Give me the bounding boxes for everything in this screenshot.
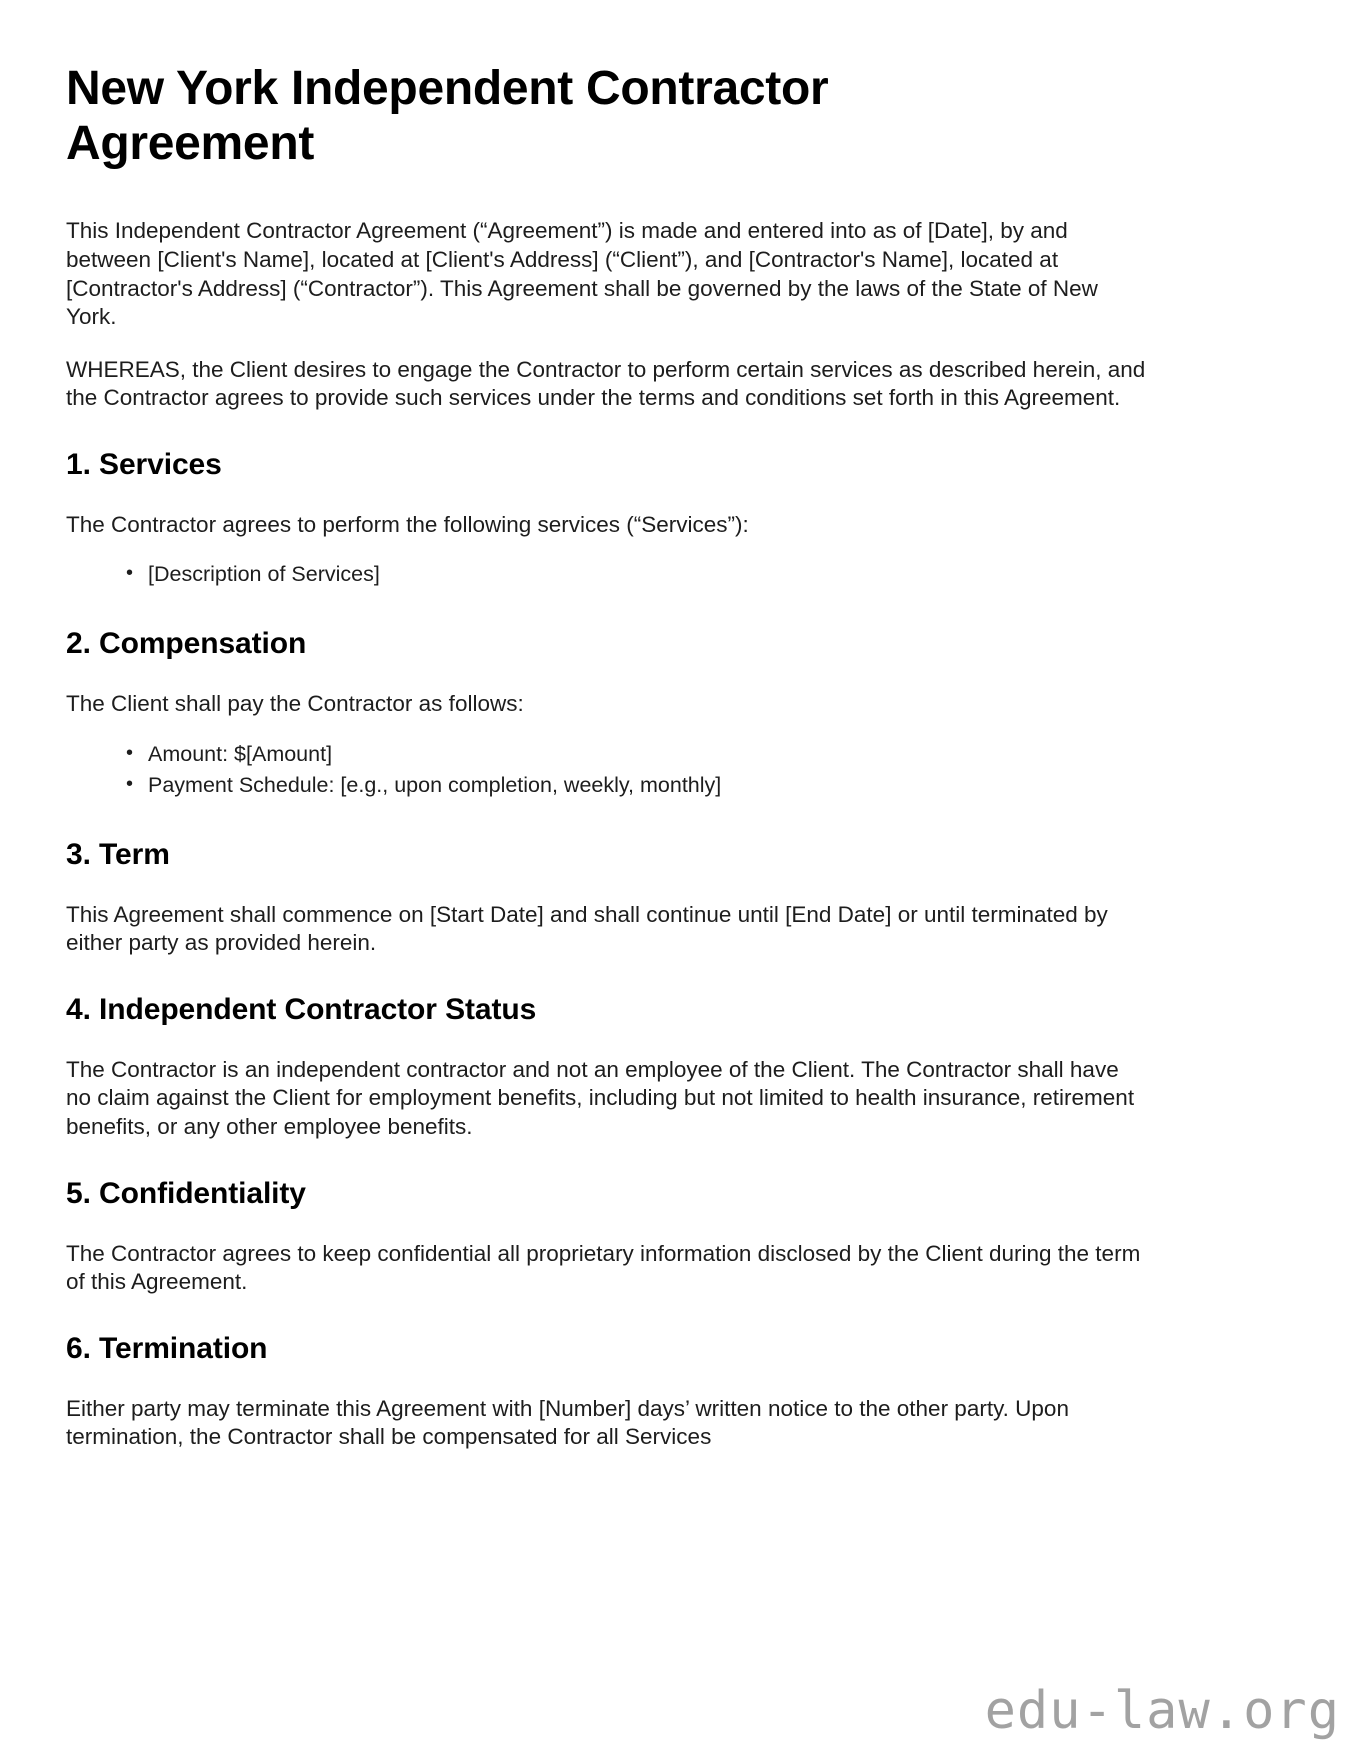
spacer bbox=[66, 539, 1146, 561]
section-heading-term: 3. Term bbox=[66, 837, 170, 871]
spacer bbox=[66, 1142, 1146, 1176]
section-bullets-services bbox=[66, 561, 1146, 589]
section-heading-services: 1. Services bbox=[66, 447, 222, 481]
spacer bbox=[66, 1297, 1146, 1331]
spacer bbox=[66, 171, 1146, 217]
watermark: edu-law.org bbox=[984, 1681, 1340, 1741]
section-paragraph-compensation: The Client shall pay the Contractor as follows: bbox=[66, 691, 524, 717]
list-item: • [Description of Services] bbox=[126, 561, 1146, 589]
section-paragraph-contractor-status: The Contractor is an independent contractor and not an employee of the Client. The Contractor shall have no claim against the Client for employment benefits, including but not limited to health insurance, retirement benefits, or any other employee benefits. bbox=[66, 1056, 1135, 1139]
intro-paragraph-2: WHEREAS, the Client desires to engage the Contractor to perform certain services as described herein, and the Contractor agrees to provide such services under the terms and conditions set forth in this Agreement. bbox=[66, 356, 1146, 411]
spacer bbox=[66, 719, 1146, 741]
section-paragraph-termination: Either party may terminate this Agreement with [Number] days’ written notice to the other party. Upon termination, the Contractor shall be compensated for all Services bbox=[66, 1395, 1069, 1450]
intro-paragraph-1: This Independent Contractor Agreement (“Agreement”) is made and entered into as of [Date], by and between [Client's Name], located at [Client's Address] (“Client”), and [Contractor's Name], located at [Contractor's Address] (“Contractor”). This Agreement shall be governed by the laws of the State of New York. bbox=[66, 218, 1098, 330]
spacer bbox=[66, 483, 1146, 511]
spacer bbox=[66, 332, 1146, 356]
section-paragraph-term: This Agreement shall commence on [Start Date] and shall continue until [End Date] or until terminated by either party as provided herein. bbox=[66, 901, 1108, 956]
section-heading-contractor-status: 4. Independent Contractor Status bbox=[66, 992, 537, 1026]
spacer bbox=[66, 1367, 1146, 1395]
spacer bbox=[66, 413, 1146, 447]
document-body bbox=[66, 62, 1146, 1452]
spacer bbox=[66, 592, 1146, 626]
list-item: • Payment Schedule: [e.g., upon completion, weekly, monthly] bbox=[126, 772, 1146, 800]
section-heading-termination: 6. Termination bbox=[66, 1331, 268, 1365]
spacer bbox=[66, 1212, 1146, 1240]
spacer bbox=[66, 1028, 1146, 1056]
section-paragraph-services: The Contractor agrees to perform the following services (“Services”): bbox=[66, 511, 749, 537]
spacer bbox=[66, 803, 1146, 837]
list-item: • Amount: $[Amount] bbox=[126, 741, 1146, 769]
spacer bbox=[66, 958, 1146, 992]
spacer bbox=[66, 873, 1146, 901]
page-title: New York Independent Contractor Agreement bbox=[66, 62, 829, 170]
section-heading-compensation: 2. Compensation bbox=[66, 627, 307, 661]
section-bullets-compensation bbox=[66, 741, 1146, 800]
section-heading-confidentiality: 5. Confidentiality bbox=[66, 1176, 306, 1210]
section-paragraph-confidentiality: The Contractor agrees to keep confidential all proprietary information disclosed by the Client during the term of this Agreement. bbox=[66, 1240, 1141, 1295]
spacer bbox=[66, 662, 1146, 690]
